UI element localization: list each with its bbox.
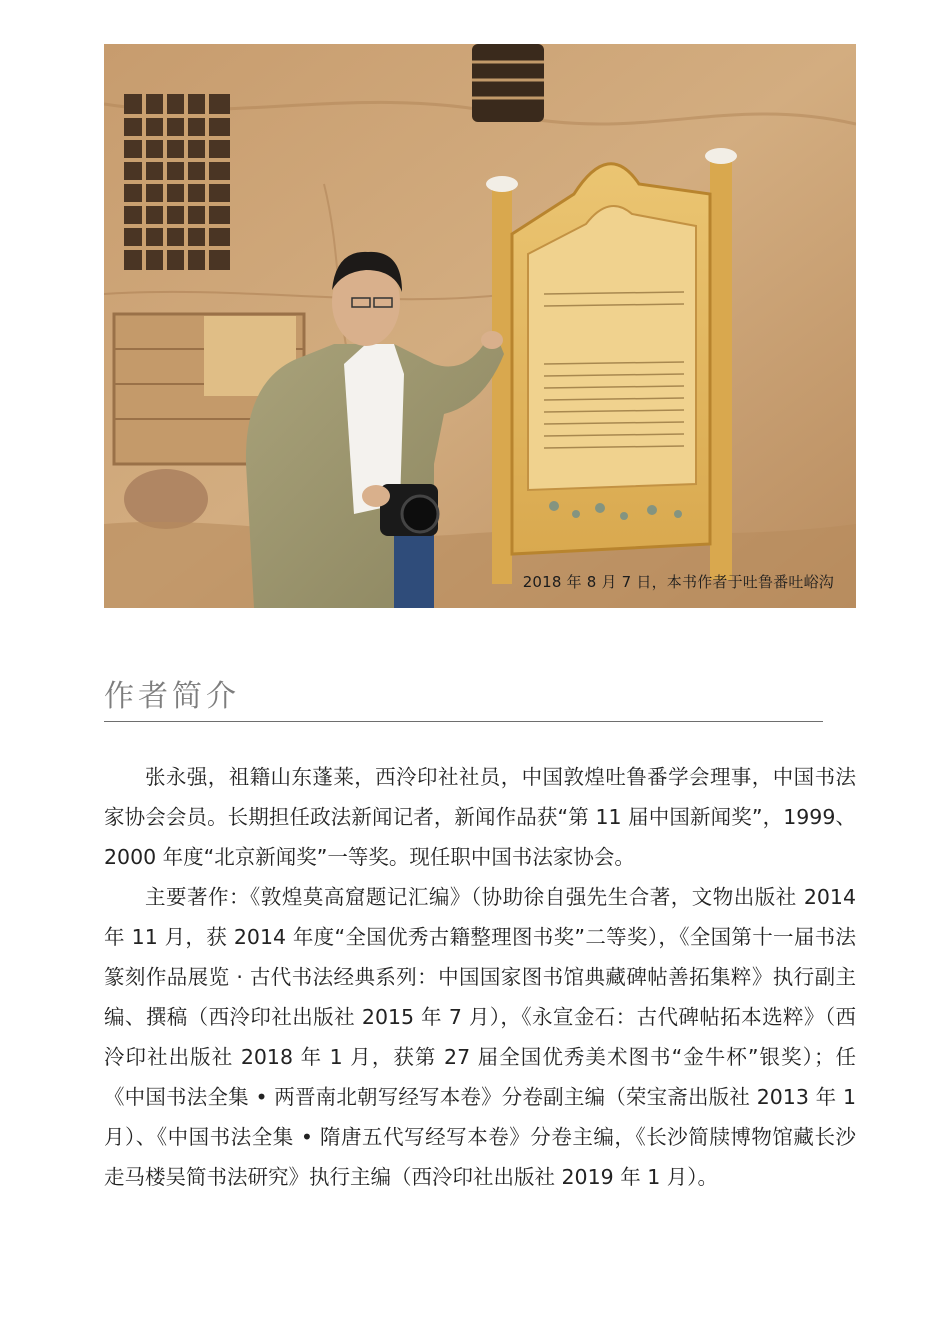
photo-illustration xyxy=(104,44,856,608)
lattice-window xyxy=(124,94,230,270)
bio-paragraph-background: 张永强，祖籍山东蓬莱，西泠印社社员，中国敦煌吐鲁番学会理事，中国书法家协会会员。长期担任政法新闻记者，新闻作品获“第 11 届中国新闻奖”，1999、2000 年度“北京新闻奖”一等奖。现任职中国书法家协会。 xyxy=(104,765,856,869)
section-title: 作者简介 xyxy=(104,678,240,714)
top-window xyxy=(472,44,544,122)
author-bio xyxy=(104,757,856,1197)
bio-paragraph-works: 主要著作：《敦煌莫高窟题记汇编》（协助徐自强先生合著，文物出版社 2014 年 11 月，获 2014 年度“全国优秀古籍整理图书奖”二等奖），《全国第十一届书法篆刻作品展览 · 古代书法经典系列：中国国家图书馆典藏碑帖善拓集粹》执行副主编、撰稿（西泠印社出版社 2015 年 7 月），《永宣金石：古代碑帖拓本选粹》（西泠印社出版社 2018 年 1 月，获第 27 届全国优秀美术图书“金牛杯”银奖）；任《中国书法全集 • 两晋南北朝写经写本卷》分卷副主编（荣宝斋出版社 2013 年 1 月）、《中国书法全集 • 隋唐五代写经写本卷》分卷主编，《长沙简牍博物馆藏长沙走马楼吴简书法研究》执行主编（西泠印社出版社 2019 年 1 月）。 xyxy=(104,885,856,1189)
photo-caption: 2018 年 8 月 7 日，本书作者于吐鲁番吐峪沟 xyxy=(522,573,834,591)
author-photo xyxy=(104,44,856,608)
title-divider xyxy=(104,721,823,722)
